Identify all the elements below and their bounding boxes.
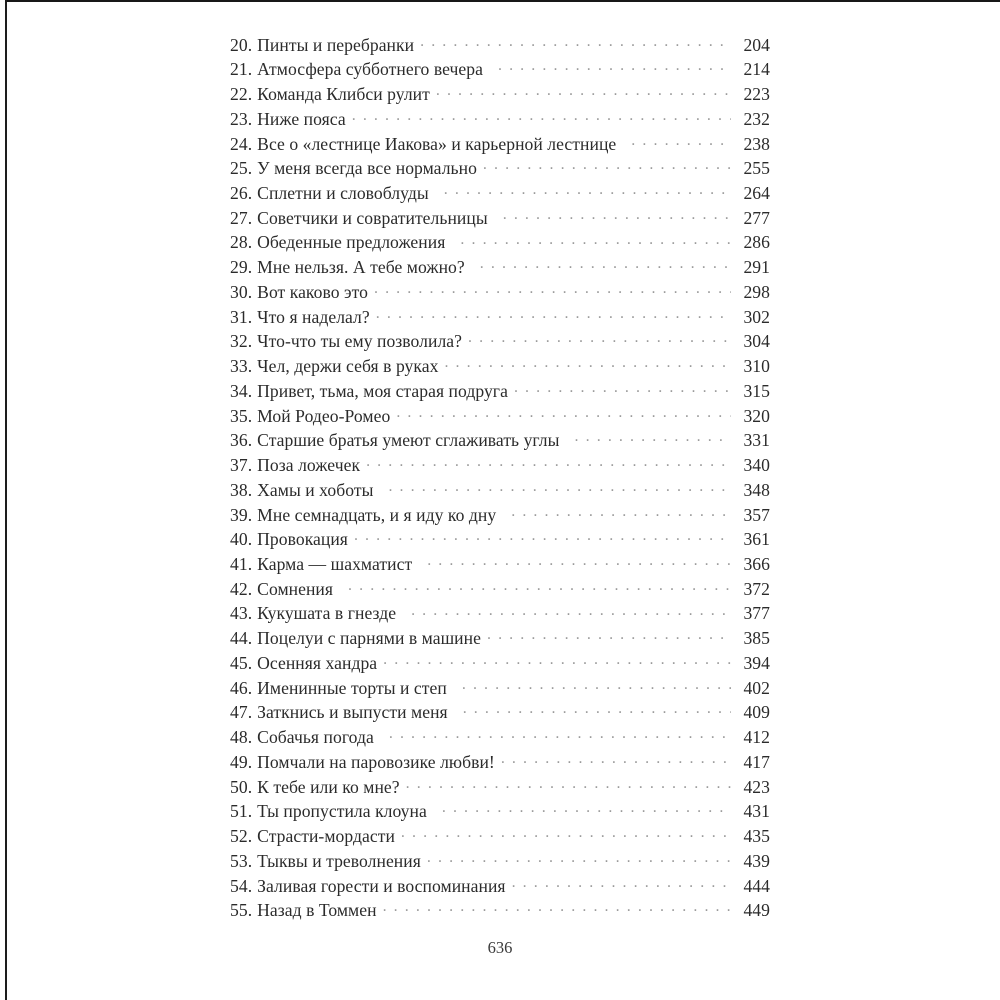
toc-entry[interactable] bbox=[230, 577, 770, 602]
toc-entry-number: 37. bbox=[230, 455, 253, 476]
toc-dot-leader bbox=[406, 775, 731, 793]
toc-entry[interactable] bbox=[230, 874, 770, 899]
toc-entry-page-number: 331 bbox=[743, 430, 770, 451]
toc-entry-title: Советчики и совратительницы bbox=[257, 207, 488, 228]
page-top-edge-rule bbox=[6, 0, 1000, 2]
toc-entry-title: Все о «лестнице Иакова» и карьерной лестнице bbox=[257, 133, 617, 154]
toc-entry-page-number: 361 bbox=[743, 529, 770, 550]
toc-dot-leader bbox=[383, 899, 731, 917]
toc-dot-leader bbox=[401, 825, 731, 843]
toc-entry-page-number: 291 bbox=[743, 257, 770, 278]
toc-entry-number: 49. bbox=[230, 751, 253, 772]
toc-dot-leader bbox=[483, 157, 731, 175]
toc-entry[interactable] bbox=[230, 503, 770, 528]
toc-entry[interactable] bbox=[230, 750, 770, 775]
toc-dot-leader bbox=[631, 132, 731, 150]
toc-entry[interactable] bbox=[230, 33, 770, 58]
toc-entry-title: Тыквы и треволнения bbox=[257, 850, 421, 871]
table-of-contents-list bbox=[230, 33, 770, 923]
toc-entry-number: 54. bbox=[230, 875, 253, 896]
toc-entry-title: Пинты и перебранки bbox=[257, 34, 415, 55]
toc-entry[interactable] bbox=[230, 82, 770, 107]
toc-entry-title: Поцелуи с парнями в машине bbox=[257, 628, 481, 649]
toc-entry-number: 27. bbox=[230, 207, 253, 228]
toc-entry[interactable] bbox=[230, 181, 770, 206]
toc-dot-leader bbox=[442, 800, 731, 818]
toc-dot-leader bbox=[352, 107, 731, 125]
toc-entry-page-number: 409 bbox=[743, 702, 770, 723]
toc-entry-title: Сомнения bbox=[257, 578, 334, 599]
toc-dot-leader bbox=[463, 701, 731, 719]
toc-entry[interactable] bbox=[230, 305, 770, 330]
toc-entry-page-number: 385 bbox=[743, 628, 770, 649]
page-left-edge-rule bbox=[5, 0, 7, 1000]
toc-entry-page-number: 449 bbox=[743, 900, 770, 921]
toc-entry-number: 22. bbox=[230, 84, 253, 105]
toc-entry-title: Мне нельзя. А тебе можно? bbox=[257, 257, 465, 278]
toc-entry[interactable] bbox=[230, 726, 770, 751]
toc-entry-title: К тебе или ко мне? bbox=[257, 776, 400, 797]
toc-entry-page-number: 412 bbox=[743, 727, 770, 748]
toc-entry-page-number: 214 bbox=[743, 59, 770, 80]
toc-entry-number: 44. bbox=[230, 628, 253, 649]
toc-entry-page-number: 431 bbox=[743, 801, 770, 822]
toc-entry-page-number: 444 bbox=[743, 875, 770, 896]
toc-dot-leader bbox=[511, 503, 731, 521]
toc-entry-title: У меня всегда все нормально bbox=[257, 158, 477, 179]
toc-entry-page-number: 394 bbox=[743, 652, 770, 673]
toc-entry-page-number: 423 bbox=[743, 776, 770, 797]
toc-entry-number: 53. bbox=[230, 850, 253, 871]
toc-entry-page-number: 340 bbox=[743, 455, 770, 476]
toc-entry-number: 23. bbox=[230, 108, 253, 129]
toc-entry-title: Назад в Томмен bbox=[257, 900, 377, 921]
toc-dot-leader bbox=[389, 726, 731, 744]
toc-dot-leader bbox=[468, 330, 731, 348]
toc-entry-title: Заливая горести и воспоминания bbox=[257, 875, 506, 896]
toc-entry-page-number: 223 bbox=[743, 84, 770, 105]
toc-entry[interactable] bbox=[230, 528, 770, 553]
toc-entry-page-number: 372 bbox=[743, 578, 770, 599]
toc-entry-number: 31. bbox=[230, 306, 253, 327]
toc-entry-title: Мне семнадцать, и я иду ко дну bbox=[257, 504, 497, 525]
toc-entry[interactable] bbox=[230, 157, 770, 182]
toc-entry-number: 51. bbox=[230, 801, 253, 822]
toc-entry-number: 26. bbox=[230, 183, 253, 203]
toc-entry[interactable] bbox=[230, 453, 770, 478]
toc-dot-leader bbox=[396, 404, 731, 422]
toc-entry-page-number: 348 bbox=[743, 479, 770, 500]
toc-entry-title: Карма — шахматист bbox=[257, 554, 413, 575]
toc-dot-leader bbox=[374, 280, 731, 298]
toc-entry-number: 21. bbox=[230, 59, 253, 80]
toc-entry[interactable] bbox=[230, 107, 770, 132]
toc-entry-number: 42. bbox=[230, 578, 253, 599]
toc-entry-page-number: 310 bbox=[743, 356, 770, 377]
toc-entry[interactable] bbox=[230, 676, 770, 701]
toc-entry[interactable] bbox=[230, 849, 770, 874]
toc-entry[interactable] bbox=[230, 478, 770, 503]
toc-entry-title: Атмосфера субботнего вечера bbox=[257, 59, 483, 80]
toc-entry[interactable] bbox=[230, 231, 770, 256]
toc-entry-page-number: 435 bbox=[743, 826, 770, 847]
toc-entry-title: Команда Клибси рулит bbox=[257, 84, 430, 105]
toc-dot-leader bbox=[427, 849, 731, 867]
toc-entry-number: 29. bbox=[230, 257, 253, 278]
toc-dot-leader bbox=[501, 750, 731, 768]
toc-entry-page-number: 255 bbox=[743, 158, 770, 179]
toc-entry-title: Провокация bbox=[257, 529, 348, 550]
toc-entry-number: 45. bbox=[230, 652, 253, 673]
toc-dot-leader bbox=[411, 602, 731, 620]
toc-dot-leader bbox=[512, 874, 731, 892]
toc-entry-title: Именинные торты и степ bbox=[257, 677, 447, 698]
toc-entry-number: 32. bbox=[230, 331, 253, 352]
toc-entry-number: 30. bbox=[230, 281, 253, 302]
toc-dot-leader bbox=[575, 429, 731, 447]
toc-entry-page-number: 417 bbox=[743, 751, 770, 772]
toc-dot-leader bbox=[436, 82, 731, 100]
toc-entry-title: Помчали на паровозике любви! bbox=[257, 751, 495, 772]
toc-dot-leader bbox=[354, 528, 731, 546]
toc-entry-title: Привет, тьма, моя старая подруга bbox=[257, 380, 508, 401]
toc-dot-leader bbox=[427, 552, 731, 570]
toc-entry-title: Чел, держи себя в руках bbox=[257, 356, 439, 377]
toc-entry-title: Собачья погода bbox=[257, 727, 374, 748]
toc-entry-page-number: 277 bbox=[743, 207, 770, 228]
toc-dot-leader bbox=[376, 305, 731, 323]
toc-entry-number: 28. bbox=[230, 232, 253, 253]
toc-dot-leader bbox=[480, 256, 731, 274]
toc-entry-title: Поза ложечек bbox=[257, 455, 361, 476]
toc-dot-leader bbox=[348, 577, 731, 595]
toc-entry-page-number: 286 bbox=[743, 232, 770, 253]
toc-entry[interactable] bbox=[230, 552, 770, 577]
toc-entry-page-number: 302 bbox=[743, 306, 770, 327]
toc-dot-leader bbox=[487, 627, 731, 645]
toc-entry-number: 39. bbox=[230, 504, 253, 525]
toc-entry[interactable] bbox=[230, 256, 770, 281]
toc-entry-page-number: 402 bbox=[743, 677, 770, 698]
toc-entry-number: 36. bbox=[230, 430, 253, 451]
toc-entry[interactable] bbox=[230, 800, 770, 825]
toc-entry-number: 43. bbox=[230, 603, 253, 624]
toc-entry-page-number: 238 bbox=[743, 133, 770, 154]
toc-entry[interactable] bbox=[230, 58, 770, 83]
toc-entry-page-number: 204 bbox=[743, 34, 770, 55]
toc-entry[interactable] bbox=[230, 429, 770, 454]
toc-entry-number: 55. bbox=[230, 900, 253, 921]
toc-entry-page-number: 320 bbox=[743, 405, 770, 426]
toc-entry-number: 40. bbox=[230, 529, 253, 550]
toc-dot-leader bbox=[514, 379, 731, 397]
toc-dot-leader bbox=[462, 676, 731, 694]
toc-entry-title: Вот каково это bbox=[257, 281, 368, 302]
toc-entry-page-number: 439 bbox=[743, 850, 770, 871]
toc-entry-title: Заткнись и выпусти меня bbox=[257, 702, 448, 723]
toc-entry-page-number: 304 bbox=[743, 331, 770, 352]
toc-entry-page-number: 232 bbox=[743, 108, 770, 129]
page-folio-number: 636 bbox=[487, 938, 513, 957]
toc-entry[interactable] bbox=[230, 775, 770, 800]
toc-entry-page-number: 298 bbox=[743, 281, 770, 302]
toc-entry-title: Мой Родео-Ромео bbox=[257, 405, 391, 426]
toc-entry-title: Кукушата в гнезде bbox=[257, 603, 397, 624]
toc-entry[interactable] bbox=[230, 404, 770, 429]
toc-entry[interactable] bbox=[230, 701, 770, 726]
toc-dot-leader bbox=[366, 453, 731, 471]
toc-dot-leader bbox=[420, 33, 731, 51]
toc-entry-number: 34. bbox=[230, 380, 253, 401]
toc-entry-number: 52. bbox=[230, 826, 253, 847]
toc-entry-title: Ты пропустила клоуна bbox=[257, 801, 427, 822]
toc-entry-title: Что-что ты ему позволила? bbox=[257, 331, 463, 352]
toc-entry-number: 50. bbox=[230, 776, 253, 797]
toc-entry-title: Что я наделал? bbox=[257, 306, 370, 327]
toc-dot-leader bbox=[383, 651, 731, 669]
toc-entry[interactable] bbox=[230, 602, 770, 627]
toc-dot-leader bbox=[444, 181, 731, 199]
toc-entry[interactable] bbox=[230, 825, 770, 850]
toc-entry-number: 35. bbox=[230, 405, 253, 426]
toc-entry-page-number: 377 bbox=[743, 603, 770, 624]
toc-entry-title: Сплетни и словоблуды bbox=[257, 183, 429, 203]
toc-entry-title: Хамы и хоботы bbox=[257, 479, 374, 500]
toc-entry-title: Обеденные предложения bbox=[257, 232, 446, 253]
toc-entry-number: 25. bbox=[230, 158, 253, 179]
toc-dot-leader bbox=[388, 478, 731, 496]
toc-entry[interactable] bbox=[230, 651, 770, 676]
toc-dot-leader bbox=[498, 58, 731, 76]
toc-entry[interactable] bbox=[230, 379, 770, 404]
toc-entry[interactable] bbox=[230, 132, 770, 157]
toc-entry-number: 33. bbox=[230, 356, 253, 377]
toc-dot-leader bbox=[460, 231, 731, 249]
toc-entry[interactable] bbox=[230, 330, 770, 355]
toc-entry-number: 48. bbox=[230, 727, 253, 748]
toc-entry-title: Старшие братья умеют сглаживать углы bbox=[257, 430, 560, 451]
toc-entry-title: Осенняя хандра bbox=[257, 652, 378, 673]
toc-entry-number: 38. bbox=[230, 479, 253, 500]
toc-entry-page-number: 366 bbox=[743, 554, 770, 575]
toc-entry-number: 46. bbox=[230, 677, 253, 698]
toc-entry-number: 41. bbox=[230, 554, 253, 575]
toc-entry[interactable] bbox=[230, 899, 770, 924]
toc-entry-page-number: 264 bbox=[743, 183, 770, 203]
toc-entry-page-number: 357 bbox=[743, 504, 770, 525]
toc-dot-leader bbox=[503, 206, 731, 224]
toc-entry[interactable] bbox=[230, 627, 770, 652]
toc-entry-number: 24. bbox=[230, 133, 253, 154]
toc-entry[interactable] bbox=[230, 206, 770, 231]
toc-entry-page-number: 315 bbox=[743, 380, 770, 401]
toc-entry-number: 20. bbox=[230, 34, 253, 55]
toc-entry[interactable] bbox=[230, 355, 770, 380]
toc-entry-number: 47. bbox=[230, 702, 253, 723]
toc-entry[interactable] bbox=[230, 280, 770, 305]
toc-entry-title: Ниже пояса bbox=[257, 108, 346, 129]
toc-dot-leader bbox=[444, 355, 731, 373]
toc-entry-title: Страсти-мордасти bbox=[257, 826, 395, 847]
